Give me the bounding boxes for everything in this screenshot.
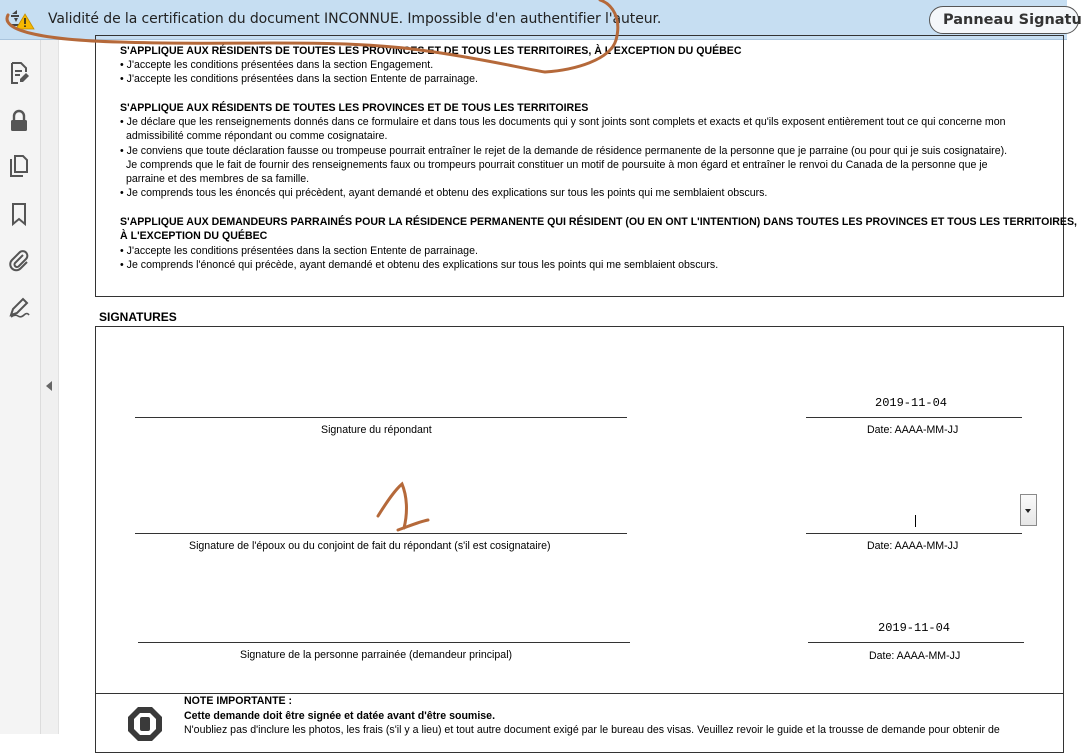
- section3-heading-continued: À L'EXCEPTION DU QUÉBEC: [120, 230, 268, 242]
- paperclip-icon[interactable]: [7, 248, 31, 272]
- spouse-signature-line[interactable]: [135, 533, 627, 534]
- applicant-signature-line[interactable]: [138, 642, 630, 643]
- sponsor-date-label: Date: AAAA-MM-JJ: [867, 424, 959, 436]
- page-edit-icon[interactable]: [7, 61, 31, 85]
- signature-panel-button[interactable]: Panneau Signatu: [929, 6, 1079, 34]
- note-line: Cette demande doit être signée et datée avant d'être soumise.: [184, 710, 496, 722]
- spouse-date-label: Date: AAAA-MM-JJ: [867, 540, 959, 552]
- section1-heading: S'APPLIQUE AUX RÉSIDENTS DE TOUTES LES PROVINCES ET DE TOUS LES TERRITOIRES, À L'EXCEPTION DU QUÉBEC: [120, 45, 742, 57]
- section3-line: • Je comprends l'énoncé qui précède, ayant demandé et obtenu des explications sur tous les points qui me semblaient obscurs.: [120, 259, 719, 271]
- certification-notification-bar: [0, 0, 1082, 40]
- spouse-date-line: [806, 533, 1022, 534]
- applicant-date-line: [808, 642, 1024, 643]
- signatures-box: [95, 326, 1064, 694]
- applicant-date-field[interactable]: 2019-11-04: [878, 621, 951, 635]
- section2-line: Je comprends que le fait de fournir des renseignements faux ou trompeurs pourrait constituer un motif de poursuite à mon égard et entraîner le renvoi du Canada de la personne que je: [126, 159, 988, 171]
- section2-line: parraine et des membres de sa famille.: [126, 173, 310, 185]
- document-page: [60, 40, 1077, 736]
- sponsor-signature-line[interactable]: [135, 417, 627, 418]
- section2-line: • Je déclare que les renseignements donnés dans ce formulaire et dans tous les documents qui y sont joints sont complets et exacts et qu'ils exposent entièrement tout ce qui concerne mon: [120, 116, 1006, 128]
- text-cursor: [915, 515, 916, 527]
- section1-line: • J'accepte les conditions présentées dans la section Engagement.: [120, 59, 434, 71]
- note-line: N'oubliez pas d'inclure les photos, les frais (s'il y a lieu) et tout autre document exigé par le bureau des visas. Veuillez revoir le guide et la trousse de demande pour obtenir de: [184, 724, 1000, 736]
- certificate-warning-icon: [9, 8, 35, 30]
- sign-icon[interactable]: [7, 295, 31, 319]
- bookmark-icon[interactable]: [7, 202, 31, 226]
- lock-icon[interactable]: [7, 109, 31, 133]
- tools-sidebar: [0, 40, 41, 734]
- section2-line: • Je comprends tous les énoncés qui précèdent, ayant demandé et obtenu des explications sur tous les points qui me semblaient obscurs.: [120, 187, 768, 199]
- stop-hand-icon: [126, 705, 164, 737]
- section3-line: • J'accepte les conditions présentées dans la section Entente de parrainage.: [120, 245, 478, 257]
- section2-heading: S'APPLIQUE AUX RÉSIDENTS DE TOUTES LES PROVINCES ET DE TOUS LES TERRITOIRES: [120, 102, 589, 114]
- collapse-arrow-icon[interactable]: [46, 381, 52, 391]
- section1-line: • J'accepte les conditions présentées dans la section Entente de parrainage.: [120, 73, 478, 85]
- applicant-date-label: Date: AAAA-MM-JJ: [869, 650, 961, 662]
- sponsor-date-field[interactable]: 2019-11-04: [875, 396, 948, 410]
- pages-icon[interactable]: [7, 154, 31, 178]
- section3-heading: S'APPLIQUE AUX DEMANDEURS PARRAINÉS POUR LA RÉSIDENCE PERMANENTE QUI RÉSIDENT (OU EN ONT L'INTENTION) DANS TOUTES LES PROVINCES ET TOUS LES TERRITOIRES,: [120, 216, 1077, 228]
- spouse-signature-label: Signature de l'époux ou du conjoint de fait du répondant (s'il est cosignataire): [189, 540, 551, 552]
- section2-line: admissibilité comme répondant ou comme cosignataire.: [126, 130, 388, 142]
- certification-message: Validité de la certification du document INCONNUE. Impossible d'en authentifier l'auteur.: [48, 11, 662, 27]
- date-dropdown-button[interactable]: [1020, 494, 1037, 526]
- applicant-signature-label: Signature de la personne parrainée (demandeur principal): [240, 649, 513, 661]
- section2-line: • Je conviens que toute déclaration fausse ou trompeuse pourrait entraîner le rejet de la demande de résidence permanente de la personne que je parraine (ou pour qui je suis cosignataire).: [120, 145, 1008, 157]
- sponsor-signature-label: Signature du répondant: [321, 424, 432, 436]
- note-title: NOTE IMPORTANTE :: [184, 695, 293, 707]
- signatures-title: SIGNATURES: [99, 310, 177, 324]
- sponsor-date-line: [806, 417, 1022, 418]
